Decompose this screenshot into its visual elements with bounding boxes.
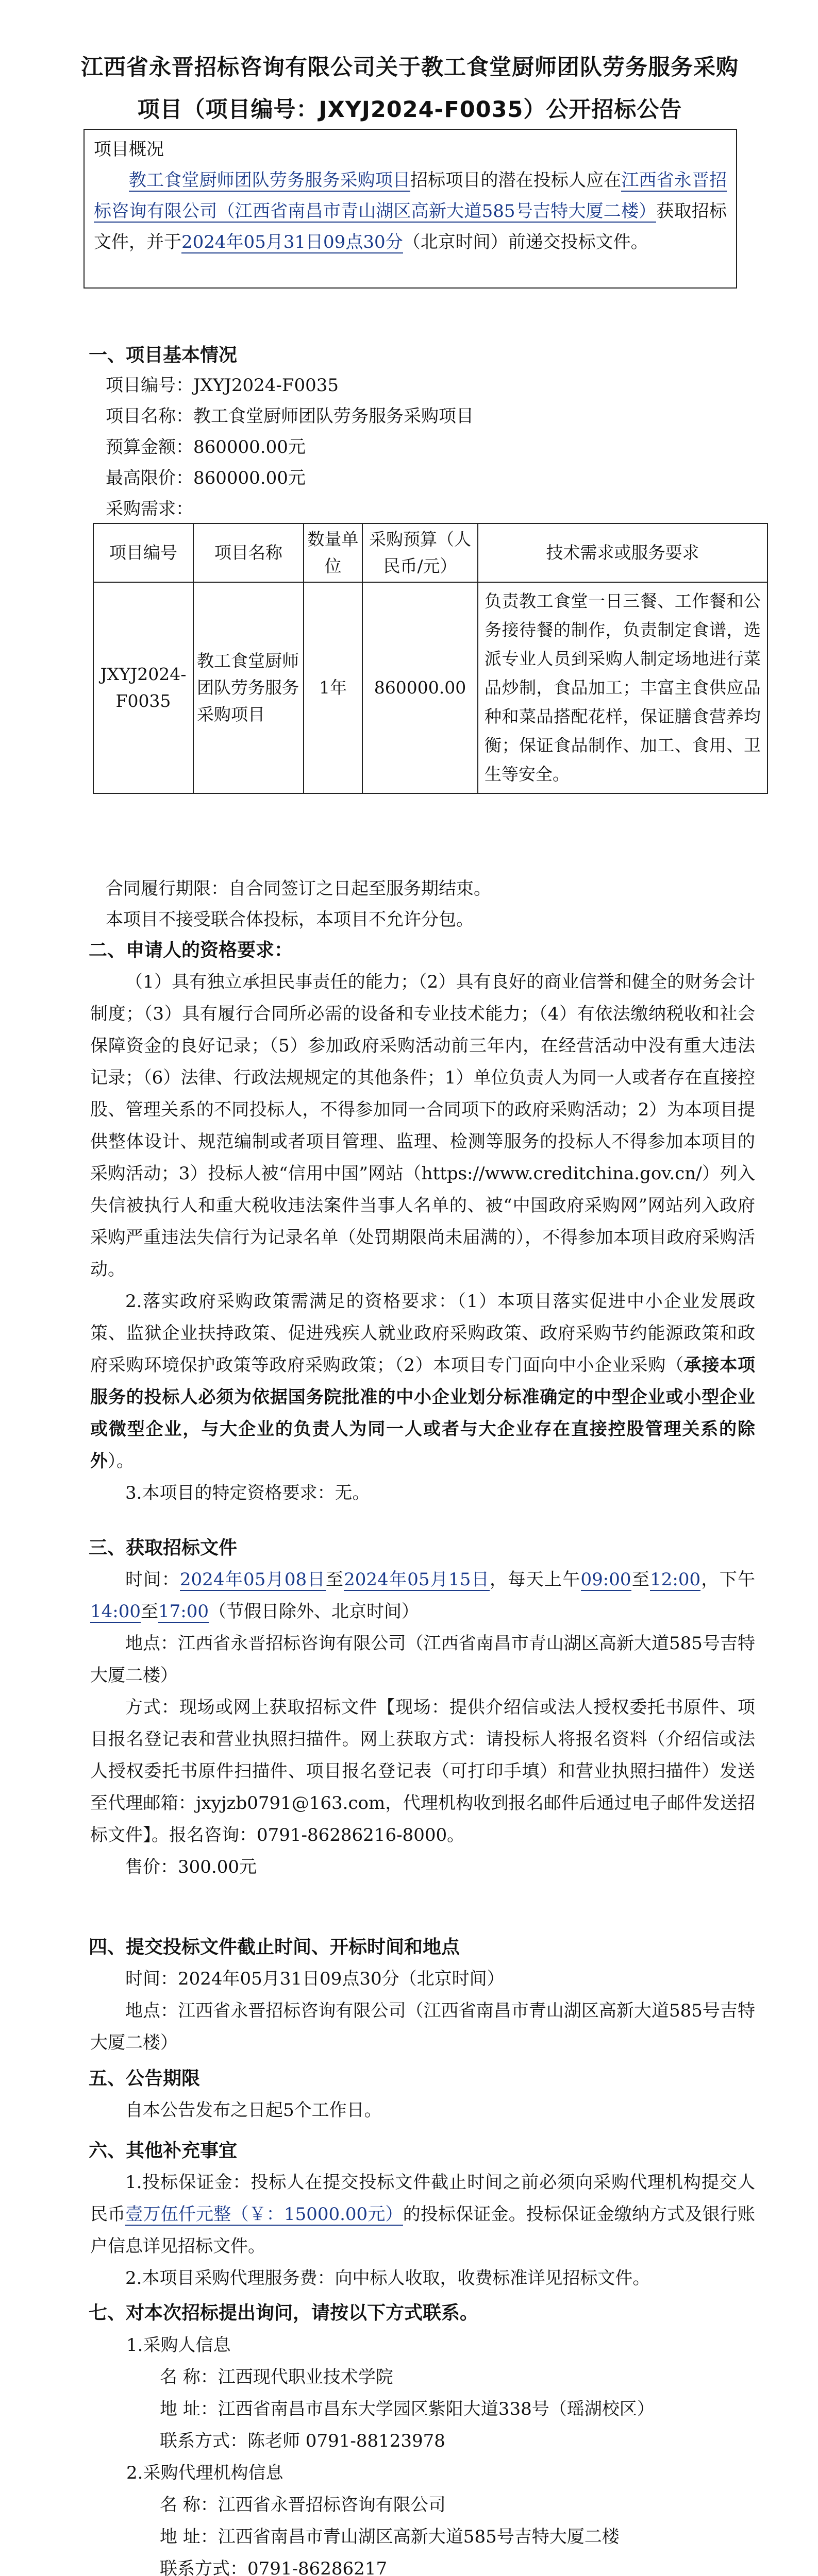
qualification-policy bbox=[90, 1285, 755, 1477]
contract-period: 合同履行期限：自合同签订之日起至服务期结束。 bbox=[106, 878, 491, 899]
project-number: 项目编号：JXYJ2024-F0035 bbox=[106, 375, 339, 396]
section2-body bbox=[90, 966, 755, 1509]
section6-body bbox=[90, 2166, 755, 2294]
agent-title: 2.采购代理机构信息 bbox=[126, 2463, 283, 2483]
summary-text-f: （北京时间）前递交投标文件。 bbox=[403, 232, 648, 252]
summary-text bbox=[94, 165, 727, 258]
requirements-table bbox=[93, 523, 768, 794]
deadline-time: 时间：2024年05月31日09点30分（北京时间） bbox=[125, 1969, 505, 1989]
project-name: 项目名称：教工食堂厨师团队劳务服务采购项目 bbox=[106, 406, 474, 427]
policy-text-a: 2.落实政府采购政策需满足的资格要求：（1）本项目落实促进中小企业发展政策、监狱企业扶持政策、促进残疾人就业政府采购政策、政府采购节约能源政策和政府采购环境保护政策等政府采购政策；（2）本项目专门面向中小企业采购（ bbox=[90, 1291, 755, 1376]
policy-text-bold: 承接本项服务的投标人必须为依据国务院批准的中小企业划分标准确定的中型企业或小型企业或微型企业，与大企业的负责人为同一人或者与大企业存在直接控股管理关系的除外 bbox=[90, 1355, 755, 1471]
bond-text-c: 的投标保证金。投标保证金缴纳方式及银行账户信息详见招标文件。 bbox=[90, 2204, 756, 2257]
section3-heading: 三、获取招标文件 bbox=[89, 1537, 238, 1558]
section6-heading: 六、其他补充事宜 bbox=[89, 2140, 238, 2161]
section1-heading: 一、项目基本情况 bbox=[89, 345, 238, 366]
acquisition-method: 方式：现场或网上获取招标文件【现场：提供介绍信或法人授权委托书原件、项目报名登记表和营业执照扫描件。网上获取方式：请投标人将报名资料（介绍信或法人授权委托书原件扫描件、项目报名登记表（可打印手填）和营业执照扫描件）发送至代理邮箱：jxyjzb0791@163.com，代理机构收到报名邮件后通过电子邮件发送招标文件】。报名咨询：0791-86286216-8000。 bbox=[90, 1697, 755, 1845]
bond-amount: 壹万伍仟元整（￥：15000.00元） bbox=[125, 2204, 403, 2225]
summary-deadline: 2024年05月31日09点30分 bbox=[181, 232, 403, 252]
page-title: 江西省永晋招标咨询有限公司关于教工食堂厨师团队劳务服务采购项目（项目编号：JXYJ2024-F0035）公开招标公告 bbox=[81, 55, 739, 123]
bond-text-a: 1.投标保证金：投标人在提交投标文件截止时间之前必须向采购代理机构提交人民币 bbox=[90, 2172, 755, 2225]
table-cell: 860000.00 bbox=[362, 582, 478, 793]
to-text: 至 bbox=[325, 1569, 344, 1590]
section7-heading: 七、对本次招标提出询问，请按以下方式联系。 bbox=[89, 2302, 479, 2324]
budget-amount: 预算金额：860000.00元 bbox=[106, 437, 306, 457]
table-header: 数量单位 bbox=[304, 523, 362, 582]
agency-fee: 2.本项目采购代理服务费：向中标人收取，收费标准详见招标文件。 bbox=[125, 2268, 650, 2289]
table-header: 项目名称 bbox=[193, 523, 304, 582]
time-text-f: （节假日除外、北京时间） bbox=[208, 1601, 419, 1622]
buyer-contact: 联系方式：陈老师 0791-88123978 bbox=[160, 2431, 445, 2451]
max-price: 最高限价：860000.00元 bbox=[106, 468, 306, 488]
pm-start: 14:00 bbox=[90, 1601, 141, 1622]
summary-project-name: 教工食堂厨师团队劳务服务采购项目 bbox=[129, 170, 410, 191]
agent-contact: 联系方式：0791-86286217 bbox=[160, 2558, 388, 2576]
buyer-address: 地 址：江西省南昌市昌东大学园区紫阳大道338号（瑶湖校区） bbox=[160, 2399, 655, 2419]
document-price: 售价：300.00元 bbox=[125, 1857, 257, 1877]
project-summary-box bbox=[84, 129, 737, 289]
acquisition-time bbox=[90, 1564, 755, 1628]
acquisition-place: 地点：江西省永晋招标咨询有限公司（江西省南昌市青山湖区高新大道585号吉特大厦二楼） bbox=[90, 1633, 755, 1686]
section5-heading: 五、公告期限 bbox=[89, 2068, 201, 2089]
summary-text-d: 获取招标文件，并于 bbox=[94, 201, 727, 252]
time-label: 时间： bbox=[125, 1569, 180, 1590]
section4-body bbox=[90, 1963, 755, 2059]
section2-heading: 二、申请人的资格要求： bbox=[89, 940, 293, 961]
agent-address: 地 址：江西省南昌市青山湖区高新大道585号吉特大厦二楼 bbox=[160, 2527, 620, 2547]
time-text-b: ，每天上午 bbox=[490, 1569, 581, 1590]
summary-agency: 江西省永晋招标咨询有限公司（江西省南昌市青山湖区高新大道585号吉特大厦二楼） bbox=[94, 170, 727, 222]
table-cell: 教工食堂厨师团队劳务服务采购项目 bbox=[193, 582, 304, 793]
qualification-general: （1）具有独立承担民事责任的能力；（2）具有良好的商业信誉和健全的财务会计制度；（3）具有履行合同所必需的设备和专业技术能力；（4）有依法缴纳税收和社会保障资金的良好记录；（5）参加政府采购活动前三年内，在经营活动中没有重大违法记录；（6）法律、行政法规规定的其他条件；1）单位负责人为同一人或者存在直接控股、管理关系的不同投标人，不得参加同一合同项下的政府采购活动；2）为本项目提供整体设计、规范编制或者项目管理、监理、检测等服务的投标人不得参加本项目的采购活动；3）投标人被“信用中国”网站（https://www.creditchina.gov.cn/）列入失信被执行人和重大税收违法案件当事人名单的、被“中国政府采购网”网站列入政府采购严重违法失信行为记录名单（处罚期限尚未届满的），不得参加本项目政府采购活动。 bbox=[90, 972, 755, 1280]
time-text-c: 至 bbox=[631, 1569, 650, 1590]
time-text-e: 至 bbox=[140, 1601, 158, 1622]
table-header-row bbox=[93, 523, 767, 582]
section3-body bbox=[90, 1564, 755, 1883]
announcement-period: 自本公告发布之日起5个工作日。 bbox=[125, 2100, 382, 2121]
section4-heading: 四、提交投标文件截止时间、开标时间和地点 bbox=[89, 1937, 460, 1958]
pm-end: 17:00 bbox=[158, 1601, 209, 1622]
am-end: 12:00 bbox=[650, 1569, 701, 1590]
consortium-note: 本项目不接受联合体投标，本项目不允许分包。 bbox=[106, 909, 474, 930]
table-header: 技术需求或服务要求 bbox=[478, 523, 767, 582]
summary-heading: 项目概况 bbox=[94, 139, 164, 160]
start-date: 2024年05月08日 bbox=[179, 1569, 326, 1590]
buyer-name: 名 称：江西现代职业技术学院 bbox=[160, 2367, 393, 2387]
section5-body bbox=[90, 2094, 755, 2126]
table-cell: 负责教工食堂一日三餐、工作餐和公务接待餐的制作，负责制定食谱，选派专业人员到采购人制定场地进行菜品炒制，食品加工；丰富主食供应品种和菜品搭配花样，保证膳食营养均衡；保证食品制作、加工、食用、卫生等安全。 bbox=[478, 582, 767, 793]
table-header: 采购预算（人民币/元） bbox=[362, 523, 478, 582]
bid-bond bbox=[90, 2166, 755, 2262]
end-date: 2024年05月15日 bbox=[344, 1569, 490, 1590]
table-row bbox=[93, 582, 767, 793]
table-cell: JXYJ2024-F0035 bbox=[93, 582, 193, 793]
time-text-d: ，下午 bbox=[700, 1569, 756, 1590]
requirement-label: 采购需求： bbox=[106, 499, 193, 519]
buyer-title: 1.采购人信息 bbox=[126, 2335, 231, 2355]
agent-name: 名 称：江西省永晋招标咨询有限公司 bbox=[160, 2495, 446, 2515]
qualification-specific: 3.本项目的特定资格要求：无。 bbox=[125, 1483, 370, 1503]
table-header: 项目编号 bbox=[93, 523, 193, 582]
table-cell: 1年 bbox=[304, 582, 362, 793]
summary-text-b: 招标项目的潜在投标人应在 bbox=[410, 170, 622, 191]
opening-place: 地点：江西省永晋招标咨询有限公司（江西省南昌市青山湖区高新大道585号吉特大厦二楼） bbox=[90, 2001, 755, 2053]
am-start: 09:00 bbox=[580, 1569, 631, 1590]
policy-text-c: ）。 bbox=[108, 1451, 134, 1471]
